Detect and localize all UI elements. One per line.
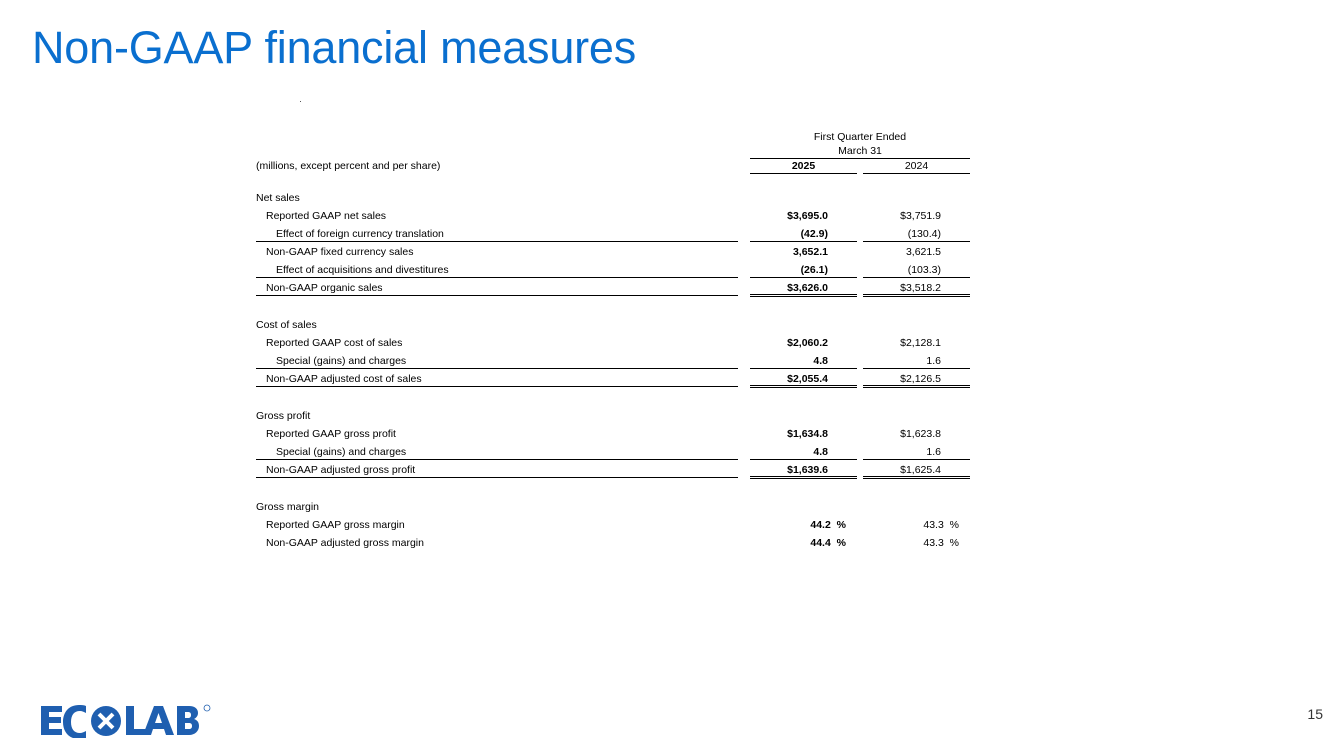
- section-title: Gross margin: [256, 501, 320, 513]
- column-rule-2025: [750, 173, 857, 174]
- percent-value: 44.2: [810, 519, 831, 531]
- column-header-2025: 2025: [791, 160, 816, 172]
- row-rule: [750, 368, 857, 369]
- value-2025: $3,695.0: [787, 210, 828, 222]
- period-header: First Quarter Ended: [813, 131, 907, 143]
- total-rule: [256, 477, 738, 478]
- value-2024: [923, 537, 959, 549]
- percent-value: 43.3: [923, 519, 944, 531]
- row-rule: [863, 459, 970, 460]
- value-2024: 1.6: [926, 355, 941, 367]
- value-2024: $2,126.5: [900, 373, 941, 385]
- section-header-net-sales: [0, 192, 1333, 208]
- total-rule: [256, 386, 738, 387]
- value-2025: 4.8: [813, 355, 828, 367]
- value-2025: $2,055.4: [787, 373, 828, 385]
- section-title: Cost of sales: [256, 319, 317, 331]
- row-rule: [256, 368, 738, 369]
- row-label: Non-GAAP organic sales: [266, 282, 383, 294]
- section-header-cost-of-sales: [0, 319, 1333, 335]
- value-2025: $1,639.6: [787, 464, 828, 476]
- section-title: Net sales: [256, 192, 300, 204]
- row-label: Non-GAAP adjusted gross profit: [266, 464, 416, 476]
- row-rule: [256, 459, 738, 460]
- row-label: Special (gains) and charges: [276, 446, 407, 458]
- row-label: Non-GAAP adjusted gross margin: [266, 537, 424, 549]
- ecolab-logo: [40, 704, 212, 738]
- table-row: [0, 428, 1333, 444]
- value-2024: $2,128.1: [900, 337, 941, 349]
- value-2025: [810, 519, 846, 531]
- total-rule: [256, 295, 738, 296]
- column-rule-2024: [863, 173, 970, 174]
- row-rule: [750, 459, 857, 460]
- table-row: [0, 210, 1333, 226]
- percent-sign: %: [949, 519, 959, 531]
- value-2025: (42.9): [800, 228, 828, 240]
- row-rule: [863, 241, 970, 242]
- section-header-gross-margin: [0, 501, 1333, 517]
- row-label: Reported GAAP cost of sales: [266, 337, 403, 349]
- value-2024: (103.3): [907, 264, 941, 276]
- row-rule: [863, 277, 970, 278]
- slide-title: Non-GAAP financial measures: [32, 22, 637, 73]
- value-2024: (130.4): [907, 228, 941, 240]
- row-label: Non-GAAP fixed currency sales: [266, 246, 414, 258]
- double-rule: [750, 476, 857, 479]
- percent-sign: %: [836, 537, 846, 549]
- section-header-gross-profit: [0, 410, 1333, 426]
- double-rule: [750, 294, 857, 297]
- value-2025: (26.1): [800, 264, 828, 276]
- period-subheader: March 31: [838, 145, 882, 157]
- value-2025: 4.8: [813, 446, 828, 458]
- column-header-2024: 2024: [904, 160, 929, 172]
- value-2025: $2,060.2: [787, 337, 828, 349]
- row-label: Reported GAAP gross margin: [266, 519, 405, 531]
- header-rule: [750, 158, 970, 159]
- value-2024: $1,625.4: [900, 464, 941, 476]
- value-2024: $1,623.8: [900, 428, 941, 440]
- row-label: Reported GAAP net sales: [266, 210, 387, 222]
- value-2025: 3,652.1: [792, 246, 828, 258]
- table-row: [0, 537, 1333, 553]
- double-rule: [750, 385, 857, 388]
- section-title: Gross profit: [256, 410, 311, 422]
- table-row: [0, 519, 1333, 535]
- value-2024: 1.6: [926, 446, 941, 458]
- row-rule: [750, 241, 857, 242]
- row-label: Effect of foreign currency translation: [276, 228, 444, 240]
- table-row: [0, 246, 1333, 262]
- percent-sign: %: [949, 537, 959, 549]
- double-rule: [863, 385, 970, 388]
- value-2025: [810, 537, 846, 549]
- value-2024: $3,518.2: [900, 282, 941, 294]
- double-rule: [863, 294, 970, 297]
- row-rule: [863, 368, 970, 369]
- row-rule: [256, 277, 738, 278]
- percent-sign: %: [836, 519, 846, 531]
- double-rule: [863, 476, 970, 479]
- value-2024: $3,751.9: [900, 210, 941, 222]
- row-rule: [256, 241, 738, 242]
- table-caption: (millions, except percent and per share): [256, 160, 441, 172]
- value-2025: $1,634.8: [787, 428, 828, 440]
- percent-value: 44.4: [810, 537, 831, 549]
- page-number: 15: [1307, 706, 1323, 722]
- table-row: [0, 337, 1333, 353]
- row-label: Effect of acquisitions and divestitures: [276, 264, 449, 276]
- row-label: Non-GAAP adjusted cost of sales: [266, 373, 422, 385]
- row-label: Special (gains) and charges: [276, 355, 407, 367]
- percent-value: 43.3: [923, 537, 944, 549]
- value-2024: [923, 519, 959, 531]
- value-2024: 3,621.5: [905, 246, 941, 258]
- row-label: Reported GAAP gross profit: [266, 428, 396, 440]
- value-2025: $3,626.0: [787, 282, 828, 294]
- row-rule: [750, 277, 857, 278]
